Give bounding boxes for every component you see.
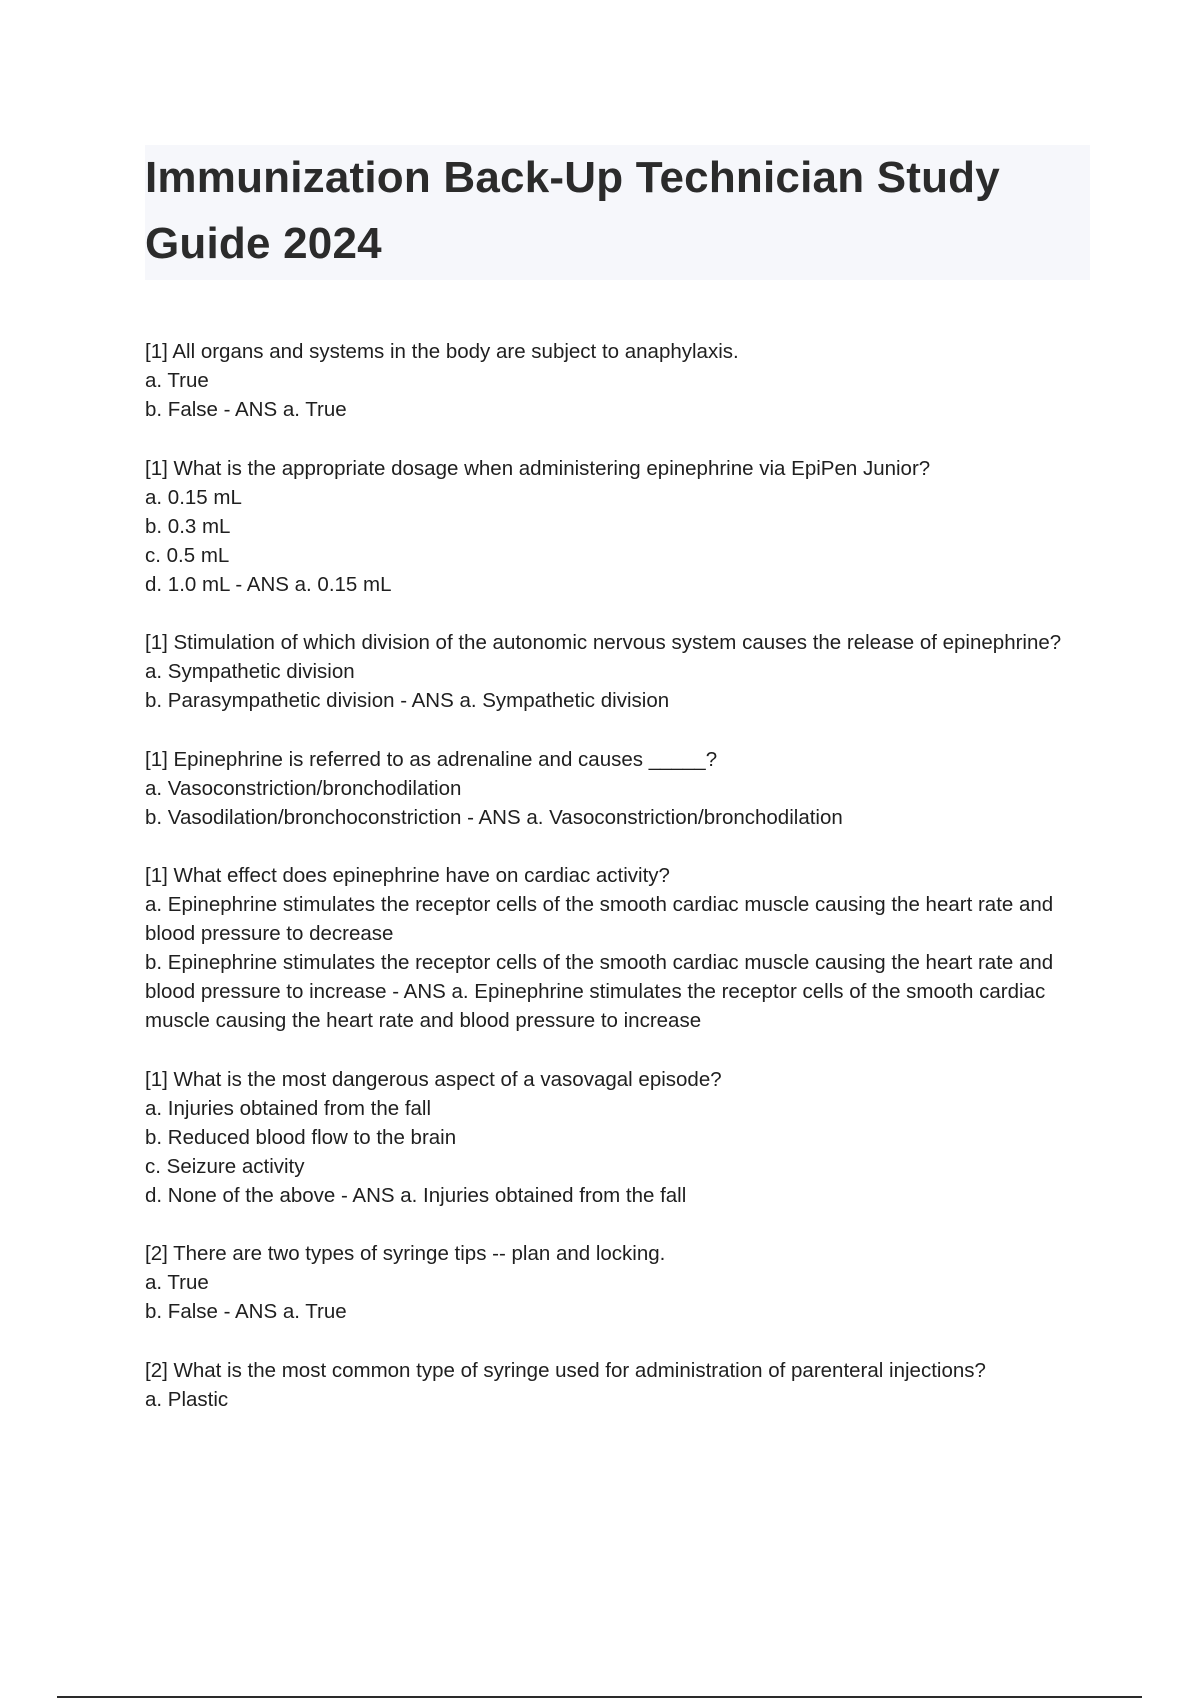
question-text: [1] What is the most dangerous aspect of a vasovagal episode?	[145, 1067, 722, 1091]
answer-option: d. 1.0 mL - ANS a. 0.15 mL	[145, 572, 392, 596]
document-title: Immunization Back-Up Technician Study Guide 2024	[145, 153, 1000, 268]
answer-option: c. Seizure activity	[145, 1154, 305, 1178]
answer-option: b. Epinephrine stimulates the receptor cells of the smooth cardiac muscle causing the heart rate and blood pressure to increase - ANS a. Epinephrine stimulates the receptor cells of the smooth cardiac muscle causing the heart rate and blood pressure to increase	[145, 951, 1054, 1032]
question-text: [1] All organs and systems in the body are subject to anaphylaxis.	[145, 340, 739, 363]
question-item	[145, 745, 1090, 832]
question-text: [1] Epinephrine is referred to as adrenaline and causes _____?	[145, 747, 718, 771]
question-text: [1] What effect does epinephrine have on cardiac activity?	[145, 864, 670, 887]
footer-divider	[57, 1696, 1142, 1698]
question-text: [1] Stimulation of which division of the autonomic nervous system causes the release of epinephrine?	[145, 631, 1062, 654]
question-text: [1] What is the appropriate dosage when administering epinephrine via EpiPen Junior?	[145, 456, 931, 480]
answer-option: a. 0.15 mL	[145, 485, 242, 509]
answer-option: b. Reduced blood flow to the brain	[145, 1125, 457, 1149]
answer-option: b. Parasympathetic division - ANS a. Sympathetic division	[145, 689, 670, 712]
question-item	[145, 1356, 1090, 1414]
question-list	[145, 337, 1090, 1443]
answer-option: b. False - ANS a. True	[145, 398, 347, 421]
question-item	[145, 454, 1090, 599]
question-item	[145, 1239, 1090, 1326]
answer-option: a. Vasoconstriction/bronchodilation	[145, 776, 462, 800]
question-item	[145, 337, 1090, 424]
question-item	[145, 861, 1090, 1035]
question-text: [2] There are two types of syringe tips -- plan and locking.	[145, 1242, 666, 1265]
answer-option: b. Vasodilation/bronchoconstriction - ANS a. Vasoconstriction/bronchodilation	[145, 805, 843, 829]
answer-option: a. Plastic	[145, 1387, 229, 1411]
answer-option: a. Epinephrine stimulates the receptor cells of the smooth cardiac muscle causing the heart rate and blood pressure to decrease	[145, 893, 1054, 945]
question-text: [2] What is the most common type of syringe used for administration of parenteral injections?	[145, 1358, 986, 1382]
answer-option: a. True	[145, 1271, 209, 1294]
answer-option: d. None of the above - ANS a. Injuries obtained from the fall	[145, 1183, 687, 1207]
answer-option: a. True	[145, 369, 209, 392]
answer-option: a. Injuries obtained from the fall	[145, 1096, 432, 1120]
title-block	[145, 145, 1090, 280]
answer-option: a. Sympathetic division	[145, 660, 355, 683]
answer-option: b. 0.3 mL	[145, 514, 231, 538]
answer-option: b. False - ANS a. True	[145, 1300, 347, 1323]
question-item	[145, 628, 1090, 715]
question-item	[145, 1065, 1090, 1210]
answer-option: c. 0.5 mL	[145, 543, 230, 567]
